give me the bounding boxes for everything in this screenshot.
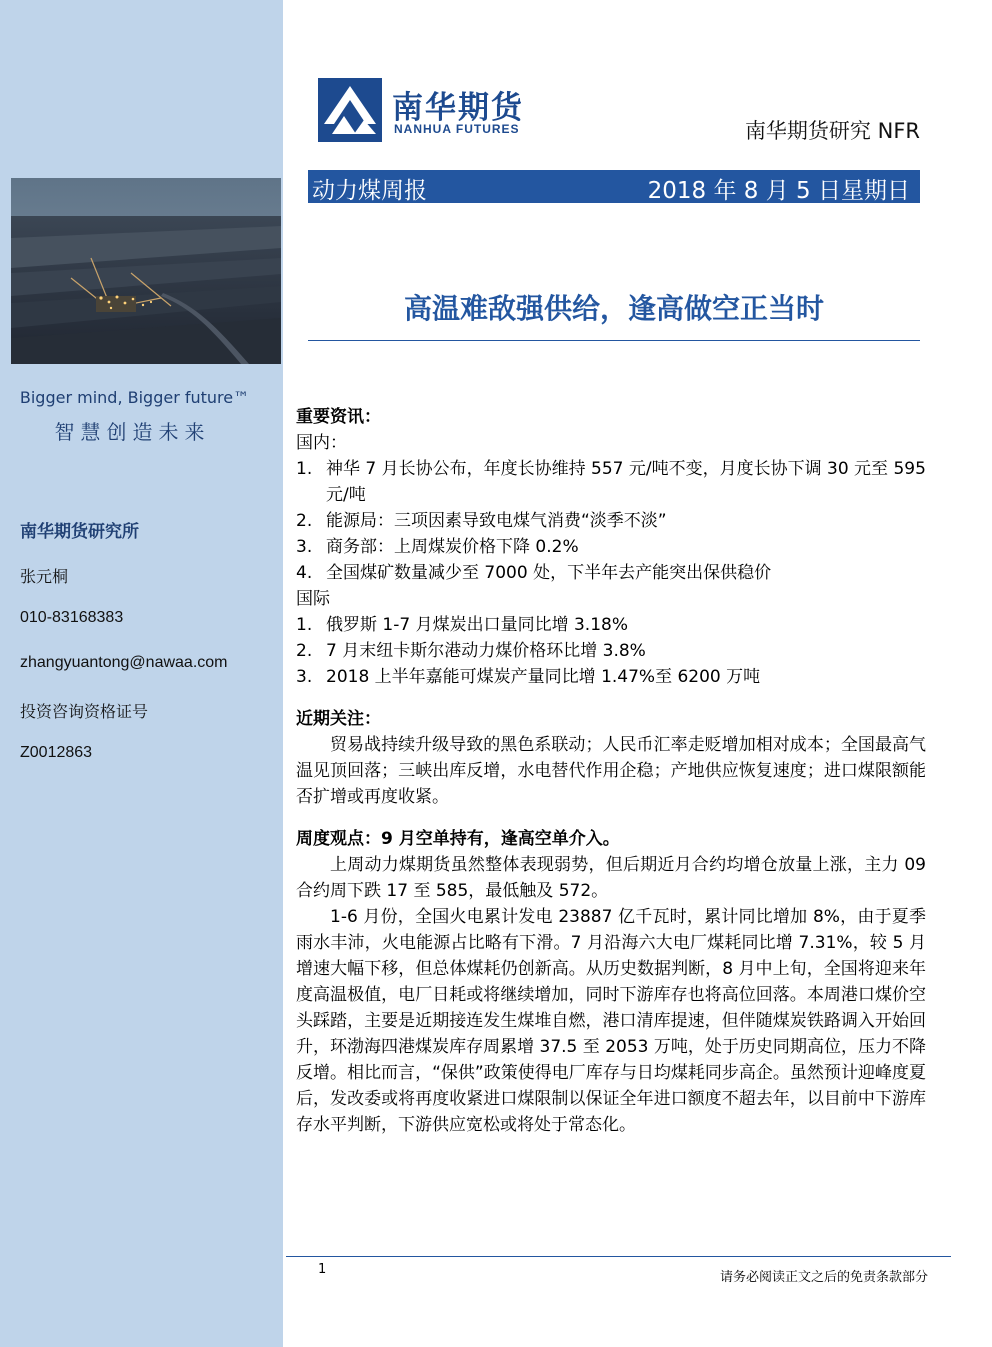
list-text: 俄罗斯 1-7 月煤炭出口量同比增 3.18% — [326, 615, 628, 635]
analyst-name: 张元桐 — [20, 567, 69, 586]
institute-name: 南华期货研究所 — [20, 522, 139, 542]
report-date: 2018 年 8 月 5 日星期日 — [647, 178, 910, 204]
view-paragraph-2: 1-6 月份，全国火电累计发电 23887 亿千瓦时，累计同比增加 8%，由于夏季雨水丰沛，火电能源占比略有下滑。7 月沿海六大电厂煤耗同比增 7.31%，较 5 月增速大幅下移，但总体煤耗仍创新高。从历史数据判断，8 月中上旬，全国将迎来年度高温极值，电厂日耗或将继续增加，同时下游库存也将高位回落。本周港口煤价空头踩踏，主要是近期接连发生煤堆自燃，港口清库提速，但伴随煤炭铁路调入开始回升，环渤海四港煤炭库存周累增 37.5 至 2053 万吨，处于历史同期高位，压力不降反增。相比而言，“保供”政策使得电厂库存与日均煤耗同步高企。虽然预计迎峰度夏后，发改委或将再度收紧进口煤限制以保证全年进口额度不超去年，以目前中下游库存水平判断，下游供应宽松或将处于常态化。 — [296, 907, 926, 1135]
disclaimer-note: 请务必阅读正文之后的免责条款部分 — [719, 1270, 928, 1285]
list-number: 1. — [296, 459, 313, 479]
footer-divider — [286, 1256, 951, 1257]
license-label: 投资咨询资格证号 — [20, 702, 149, 721]
logo-text-english: NANHUA FUTURES — [394, 122, 520, 136]
section-gap — [296, 690, 926, 706]
international-news-item — [296, 612, 926, 638]
section-gap — [296, 810, 926, 826]
domestic-label: 国内： — [296, 433, 347, 453]
analyst-phone: 010-83168383 — [20, 609, 124, 626]
domestic-news-item — [296, 534, 926, 560]
list-text: 能源局：三项因素导致电煤气消费“淡季不淡” — [326, 511, 667, 531]
tagline-english: Bigger mind, Bigger future™ — [19, 388, 250, 407]
international-news-item — [296, 664, 926, 690]
list-text: 全国煤矿数量减少至 7000 处，下半年去产能突出保供稳价 — [326, 563, 772, 583]
report-body — [296, 404, 926, 1138]
focus-section-title: 近期关注： — [296, 709, 381, 729]
logo-text-chinese: 南华期货 — [392, 90, 524, 126]
list-number: 4. — [296, 563, 313, 583]
list-text: 神华 7 月长协公布，年度长协维持 557 元/吨不变，月度长协下调 30 元至 595 元/吨 — [326, 459, 926, 505]
list-number: 2. — [296, 641, 313, 661]
nanhua-logo-icon — [318, 78, 382, 142]
report-type: 动力煤周报 — [312, 178, 427, 204]
international-news-item — [296, 638, 926, 664]
page-number: 1 — [318, 1262, 327, 1277]
domestic-news-item — [296, 560, 926, 586]
report-banner — [308, 170, 920, 203]
research-label: 南华期货研究 NFR — [744, 119, 920, 143]
list-text: 商务部：上周煤炭价格下降 0.2% — [326, 537, 579, 557]
international-label: 国际 — [296, 589, 330, 609]
nanhua-logo — [318, 78, 548, 142]
news-section-title: 重要资讯： — [296, 407, 381, 427]
focus-paragraph: 贸易战持续升级导致的黑色系联动；人民币汇率走贬增加相对成本；全国最高气温见顶回落；三峡出库反增，水电替代作用企稳；产地供应恢复速度；进口煤限额能否扩增或再度收紧。 — [296, 735, 926, 807]
list-number: 1. — [296, 615, 313, 635]
domestic-news-item — [296, 456, 926, 508]
license-number: Z0012863 — [20, 744, 93, 761]
list-text: 2018 上半年嘉能可煤炭产量同比增 1.47%至 6200 万吨 — [326, 667, 761, 687]
headline-divider — [308, 340, 920, 341]
cover-photo-mining-excavator — [11, 178, 281, 364]
domestic-news-item — [296, 508, 926, 534]
list-number: 2. — [296, 511, 313, 531]
analyst-email[interactable]: zhangyuantong@nawaa.com — [20, 654, 228, 671]
sidebar — [0, 0, 283, 1347]
report-headline: 高温难敌强供给，逢高做空正当时 — [403, 292, 824, 325]
list-number: 3. — [296, 537, 313, 557]
tagline-chinese: 智慧创造未来 — [54, 420, 211, 444]
view-paragraph-1: 上周动力煤期货虽然整体表现弱势，但后期近月合约均增仓放量上涨，主力 09 合约周下跌 17 至 585，最低触及 572。 — [296, 855, 926, 901]
list-number: 3. — [296, 667, 313, 687]
list-text: 7 月末纽卡斯尔港动力煤价格环比增 3.8% — [326, 641, 646, 661]
view-section-title: 周度观点：9 月空单持有，逢高空单介入。 — [296, 829, 620, 849]
